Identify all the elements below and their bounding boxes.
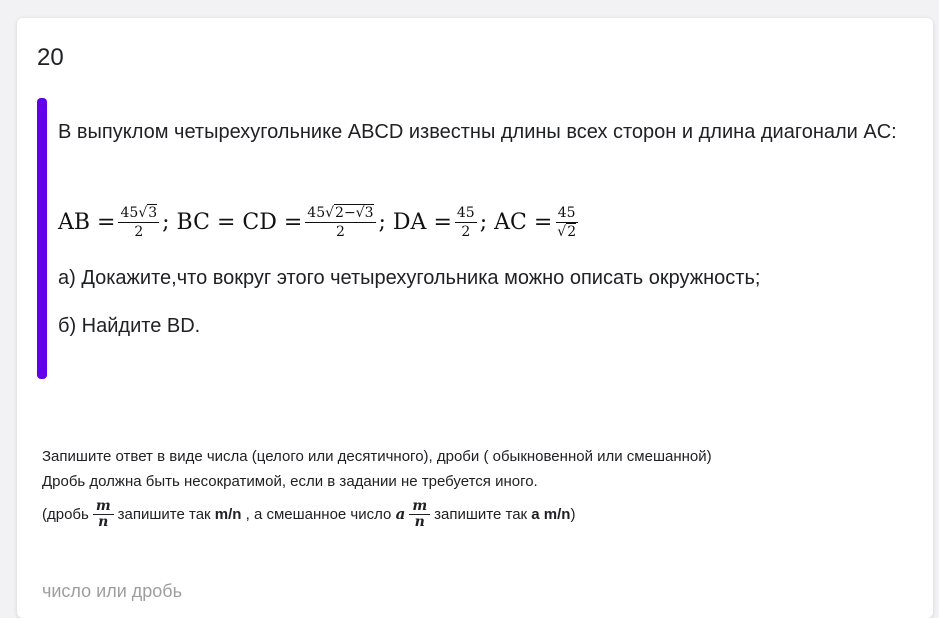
task-statement [37,98,917,379]
hint-mixed-frac-num: m [409,499,430,515]
hint-line-1: Запишите ответ в виде числа (целого или десятичного), дроби ( обыкновенной или смешанной) [42,448,712,465]
hint-suffix: ) [570,505,576,523]
hint-mid-2: , а смешанное число [245,505,392,523]
ac-den-radicand: 2 [567,223,577,240]
hint-mid-3: запишите так [434,505,528,523]
hint-frac-num: m [93,499,114,515]
answer-input[interactable] [42,576,542,606]
task-formula [58,198,581,246]
bc-num-radicand: 2−√3 [335,204,374,221]
hint-line-3 [42,494,902,534]
task-card [17,18,933,618]
hint-code-1: m/n [214,505,242,523]
hint-mixed-fraction [409,499,430,530]
hint-fraction [93,499,114,530]
bc-num-coef: 45 [307,204,326,221]
hint-mixed-whole: a [395,505,406,523]
formula-bc-fraction: $\frac{45√2-√3}{2}$ [307,204,374,240]
hint-code-2: a m/n [531,505,571,523]
bc-den: 2 [335,223,345,240]
ac-num: 45 [557,204,576,221]
formula-ac-label: ; AC = [479,209,553,235]
hint-line-2: Дробь должна быть несократимой, если в задании не требуется иного. [42,473,538,490]
da-den: 2 [461,223,471,240]
answer-format-hint [42,444,902,534]
ab-num-radicand: 3 [148,204,158,221]
ab-den: 2 [134,223,144,240]
task-part-b: б) Найдите BD. [58,315,201,337]
da-num: 45 [456,204,475,221]
formula-ac-fraction: $\frac{45}{√2}$ [557,204,577,240]
ab-num-coef: 45 [120,204,139,221]
formula-da-fraction [455,204,477,241]
accent-bar [37,98,47,379]
hint-mid-1: запишите так [117,505,211,523]
task-part-a: а) Докажите,что вокруг этого четырехугольника можно описать окружность; [58,267,761,289]
formula-bc-cd-label: ; BC = CD = [162,209,303,235]
formula-ab-fraction: $\frac{45√3}{2}$ [120,204,158,240]
formula-da-label: ; DA = [378,209,452,235]
task-text: В выпуклом четырехугольнике ABCD известны длины всех сторон и длина диагонали AC: [58,121,897,143]
hint-frac-den: n [98,513,109,530]
task-number: 20 [37,44,64,71]
formula-ab-label: AB = [58,209,116,235]
hint-prefix: (дробь [42,505,89,523]
hint-mixed-frac-den: n [414,513,425,530]
